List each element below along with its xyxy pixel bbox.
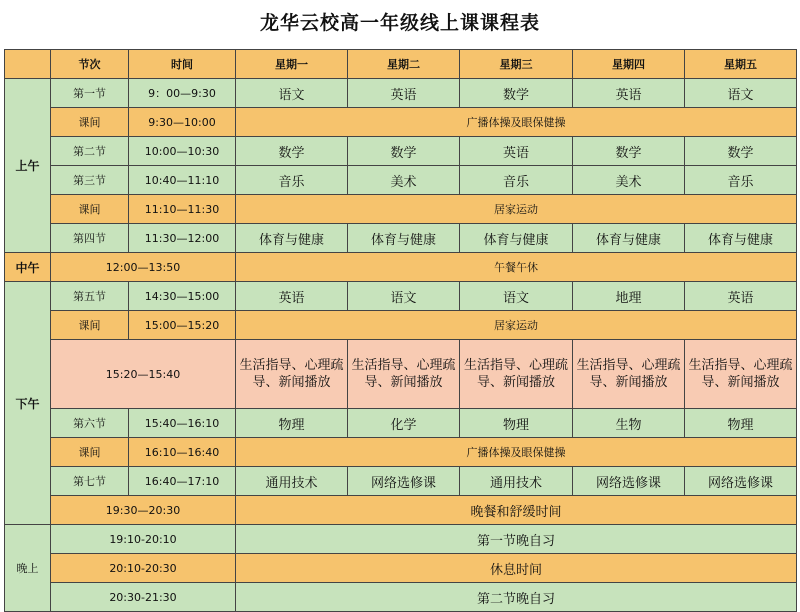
class-cell: 数学 [685,137,797,166]
activity-cell: 广播体操及眼保健操 [236,108,797,137]
class-cell: 生活指导、心理疏导、新闻播放 [573,340,685,409]
header-period: 节次 [51,50,129,79]
table-row [5,166,797,195]
section-label-afternoon: 下午 [5,282,51,525]
section-label-evening: 晚上 [5,525,51,612]
class-cell: 美术 [573,166,685,195]
table-row [5,583,797,612]
class-cell: 英语 [685,282,797,311]
activity-cell: 广播体操及眼保健操 [236,438,797,467]
class-cell: 物理 [236,409,348,438]
time-cell: 15:00—15:20 [129,311,236,340]
class-cell: 数学 [236,137,348,166]
time-cell: 16:10—16:40 [129,438,236,467]
class-cell: 地理 [573,282,685,311]
time-cell: 16:40—17:10 [129,467,236,496]
header-row [5,50,797,79]
schedule-table [4,49,797,612]
class-cell: 语文 [236,79,348,108]
header-day: 星期五 [685,50,797,79]
time-cell: 19:10-20:10 [51,525,236,554]
table-row [5,554,797,583]
class-cell: 数学 [460,79,573,108]
section-label-noon: 中午 [5,253,51,282]
class-cell: 音乐 [236,166,348,195]
class-cell: 数学 [573,137,685,166]
time-cell: 10:40—11:10 [129,166,236,195]
class-cell: 物理 [460,409,573,438]
header-day: 星期四 [573,50,685,79]
activity-cell: 晚餐和舒缓时间 [236,496,797,525]
period-cell: 课间 [51,108,129,137]
period-cell: 第四节 [51,224,129,253]
period-cell: 第二节 [51,137,129,166]
section-label-morning: 上午 [5,79,51,253]
table-row [5,79,797,108]
page-title: 龙华云校高一年级线上课课程表 [259,12,540,34]
time-cell: 20:30-21:30 [51,583,236,612]
table-row [5,137,797,166]
class-cell: 音乐 [460,166,573,195]
class-cell: 网络选修课 [573,467,685,496]
table-row [5,282,797,311]
class-cell: 语文 [685,79,797,108]
period-cell: 课间 [51,311,129,340]
class-cell: 网络选修课 [685,467,797,496]
activity-cell: 第二节晚自习 [236,583,797,612]
class-cell: 体育与健康 [573,224,685,253]
table-row [5,525,797,554]
class-cell: 英语 [573,79,685,108]
header-day: 星期三 [460,50,573,79]
class-cell: 数学 [348,137,460,166]
time-cell: 10:00—10:30 [129,137,236,166]
header-day: 星期一 [236,50,348,79]
table-row [5,311,797,340]
class-cell: 生物 [573,409,685,438]
table-row [5,108,797,137]
class-cell: 体育与健康 [348,224,460,253]
class-cell: 体育与健康 [460,224,573,253]
class-cell: 通用技术 [236,467,348,496]
header-corner [5,50,51,79]
table-row [5,195,797,224]
activity-cell: 休息时间 [236,554,797,583]
class-cell: 英语 [236,282,348,311]
class-cell: 物理 [685,409,797,438]
time-cell: 9:30—10:00 [129,108,236,137]
class-cell: 语文 [348,282,460,311]
activity-cell: 居家运动 [236,311,797,340]
period-cell: 课间 [51,195,129,224]
time-cell: 19:30—20:30 [51,496,236,525]
time-cell: 15:40—16:10 [129,409,236,438]
class-cell: 生活指导、心理疏导、新闻播放 [685,340,797,409]
table-row [5,340,797,409]
class-cell: 体育与健康 [685,224,797,253]
time-cell: 20:10-20:30 [51,554,236,583]
table-row [5,409,797,438]
class-cell: 音乐 [685,166,797,195]
activity-cell: 午餐午休 [236,253,797,282]
class-cell: 美术 [348,166,460,195]
class-cell: 化学 [348,409,460,438]
period-cell: 第六节 [51,409,129,438]
table-row [5,438,797,467]
time-cell: 9：00—9:30 [129,79,236,108]
table-row [5,253,797,282]
table-row [5,496,797,525]
period-cell: 课间 [51,438,129,467]
class-cell: 语文 [460,282,573,311]
table-row [5,224,797,253]
time-cell: 11:10—11:30 [129,195,236,224]
header-time: 时间 [129,50,236,79]
class-cell: 生活指导、心理疏导、新闻播放 [460,340,573,409]
period-cell: 第五节 [51,282,129,311]
header-day: 星期二 [348,50,460,79]
class-cell: 通用技术 [460,467,573,496]
time-cell: 15:20—15:40 [51,340,236,409]
class-cell: 生活指导、心理疏导、新闻播放 [348,340,460,409]
period-cell: 第三节 [51,166,129,195]
period-cell: 第七节 [51,467,129,496]
time-cell: 11:30—12:00 [129,224,236,253]
table-row [5,467,797,496]
activity-cell: 居家运动 [236,195,797,224]
class-cell: 英语 [460,137,573,166]
activity-cell: 第一节晚自习 [236,525,797,554]
period-cell: 第一节 [51,79,129,108]
class-cell: 体育与健康 [236,224,348,253]
time-cell: 12:00—13:50 [51,253,236,282]
time-cell: 14:30—15:00 [129,282,236,311]
class-cell: 生活指导、心理疏导、新闻播放 [236,340,348,409]
class-cell: 英语 [348,79,460,108]
class-cell: 网络选修课 [348,467,460,496]
